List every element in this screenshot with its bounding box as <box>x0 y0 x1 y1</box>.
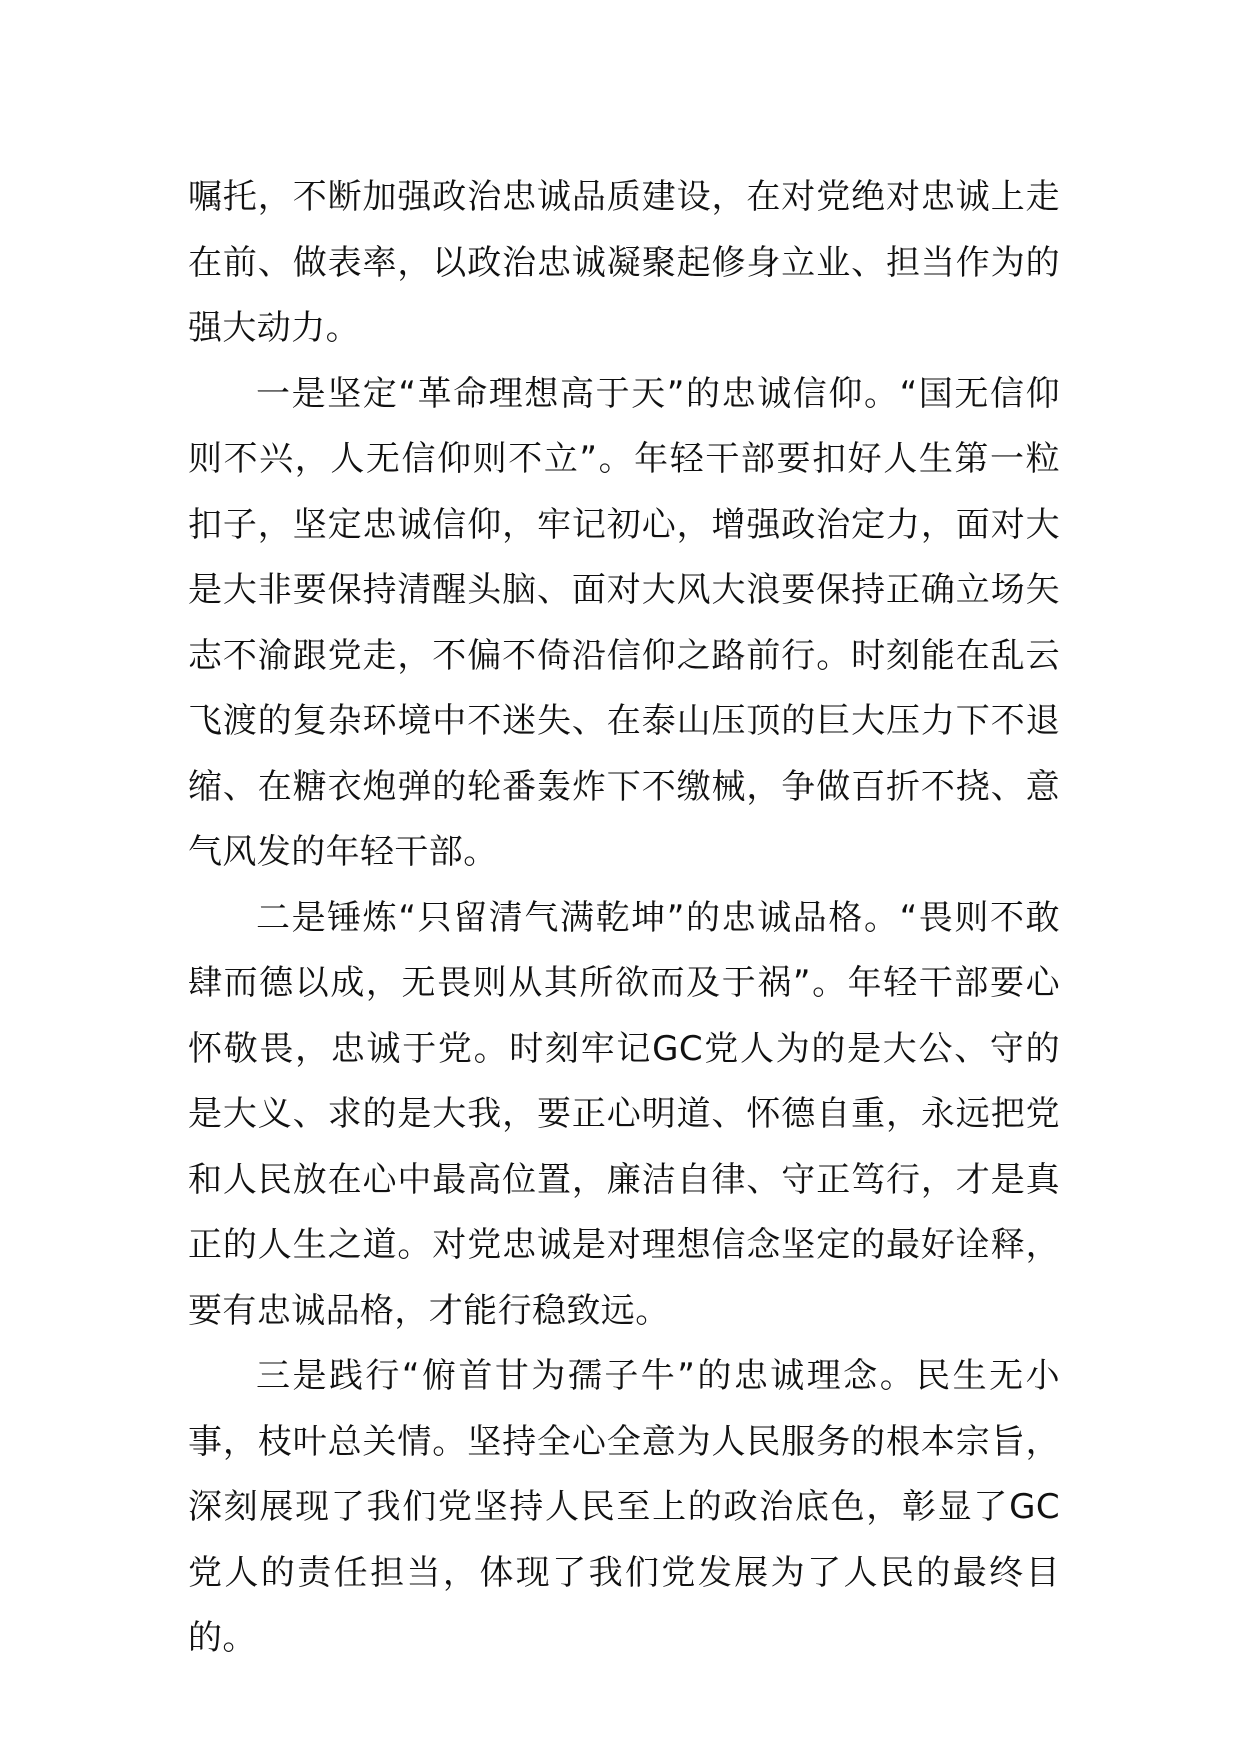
paragraph-point-two: 二是锤炼“只留清气满乾坤”的忠诚品格。“畏则不敢肆而德以成，无畏则从其所欲而及于祸”。年轻干部要心怀敬畏，忠诚于党。时刻牢记GC党人为的是大公、守的是大义、求的是大我，要正心明道、怀德自重，永远把党和人民放在心中最高位置，廉洁自律、守正笃行，才是真正的人生之道。对党忠诚是对理想信念坚定的最好诠释，要有忠诚品格，才能行稳致远。 <box>188 897 1060 1331</box>
paragraph-point-three: 三是践行“俯首甘为孺子牛”的忠诚理念。民生无小事，枝叶总关情。坚持全心全意为人民服务的根本宗旨，深刻展现了我们党坚持人民至上的政治底色，彰显了GC党人的责任担当，体现了我们党发展为了人民的最终目的。 <box>188 1356 1060 1658</box>
paragraph-point-one: 一是坚定“革命理想高于天”的忠诚信仰。“国无信仰则不兴，人无信仰则不立”。年轻干部要扣好人生第一粒扣子，坚定忠诚信仰，牢记初心，增强政治定力，面对大是大非要保持清醒头脑、面对大风大浪要保持正确立场矢志不渝跟党走，不偏不倚沿信仰之路前行。时刻能在乱云飞渡的复杂环境中不迷失、在泰山压顶的巨大压力下不退缩、在糖衣炮弹的轮番轰炸下不缴械，争做百折不挠、意气风发的年轻干部。 <box>188 373 1060 872</box>
paragraph-continuation: 嘱托，不断加强政治忠诚品质建设，在对党绝对忠诚上走在前、做表率，以政治忠诚凝聚起修身立业、担当作为的强大动力。 <box>188 177 1060 348</box>
body-text <box>188 165 1060 1672</box>
